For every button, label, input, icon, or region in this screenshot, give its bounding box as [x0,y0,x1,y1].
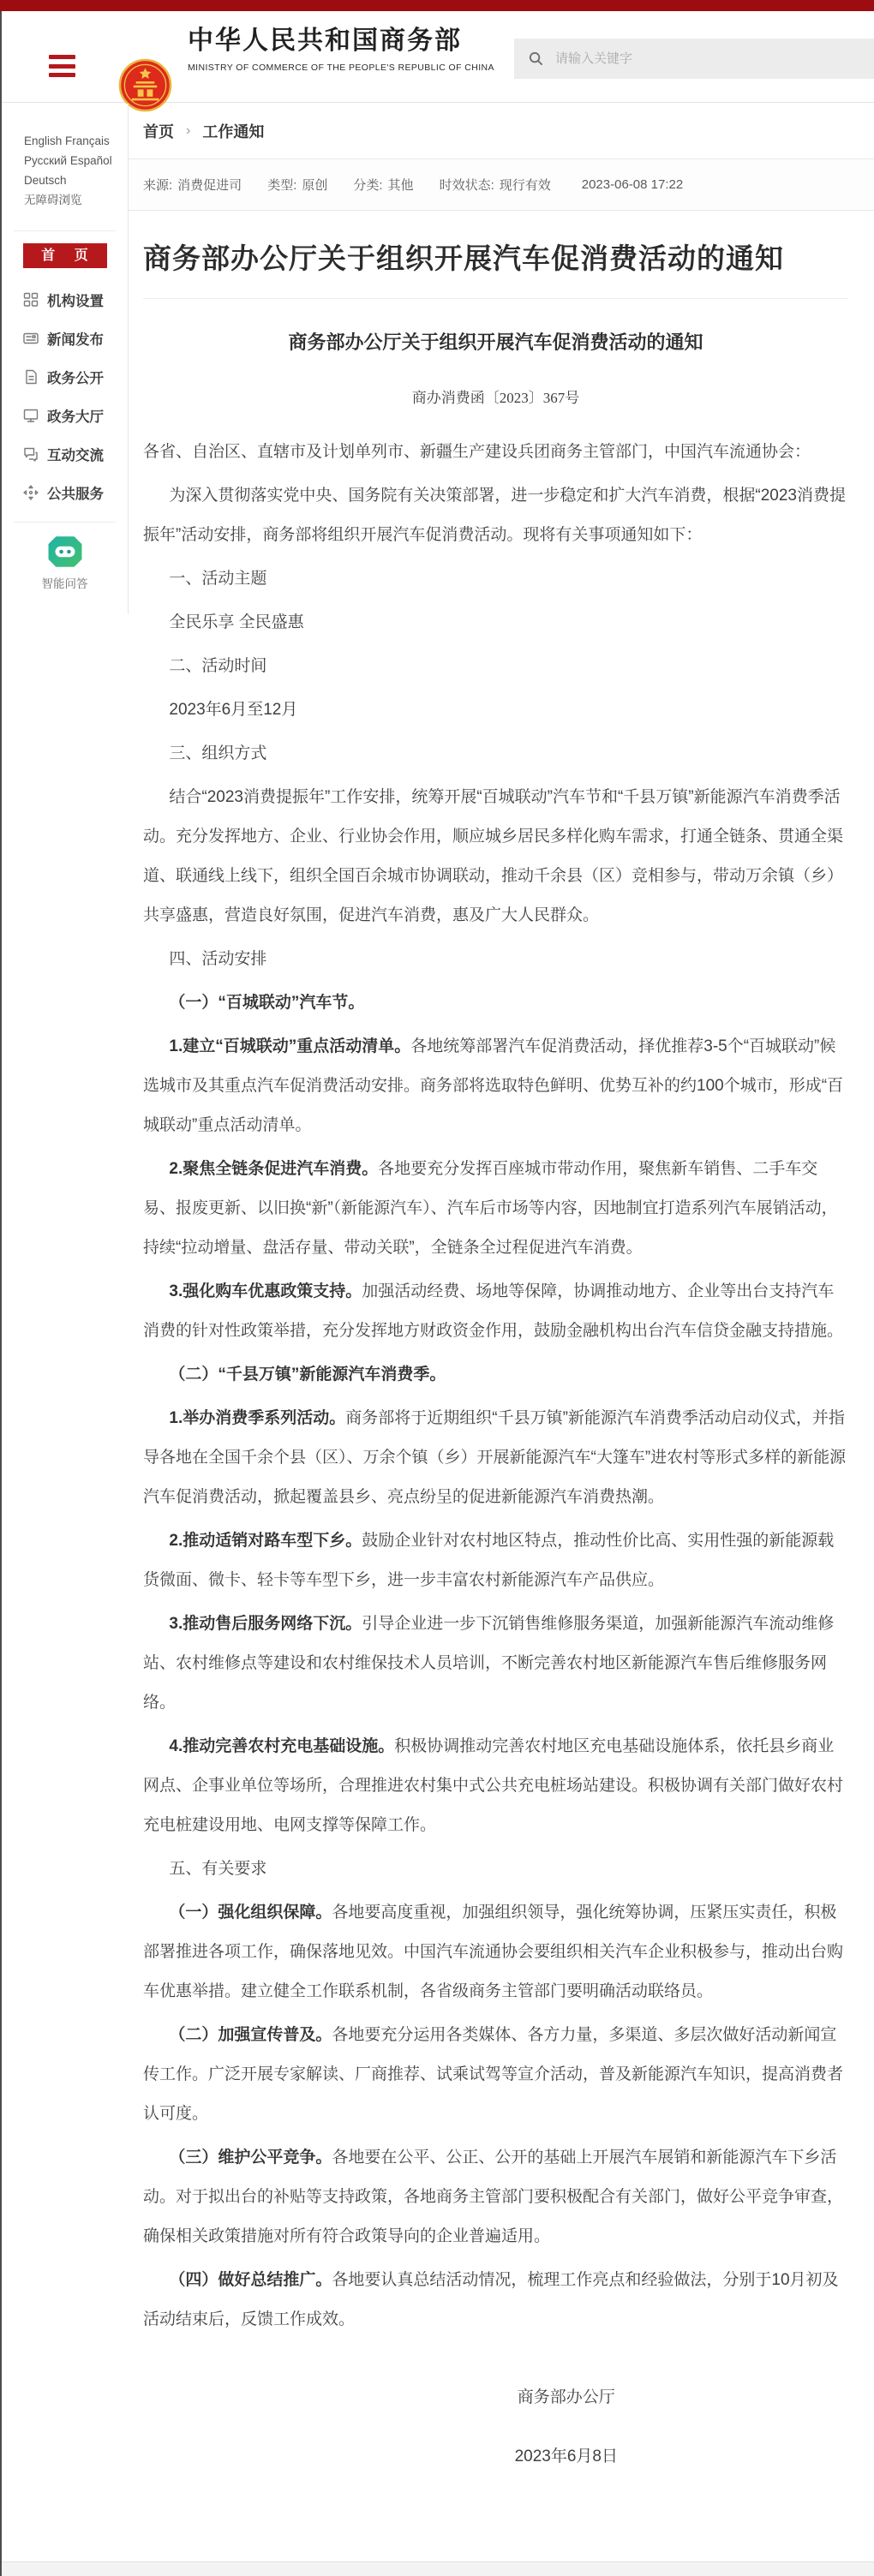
article-item: 2.聚焦全链条促进汽车消费。各地要充分发挥百座城市带动作用，聚焦新车销售、二手车交易、报废更新、以旧换“新”（新能源汽车）、汽车后市场等内容，因地制宜打造系列汽车展销活动，持续“拉动增量、盘活存量、带动关联”，全链条全过程促进汽车消费。 [143,1160,838,1257]
sidebar-item-政务公开[interactable] [22,357,128,396]
article-heading: 一、活动主题 [169,570,267,588]
sidebar-item-新闻发布[interactable] [22,319,128,357]
article-item: 1.建立“百城联动”重点活动清单。各地统筹部署汽车促消费活动，择优推荐3-5个“百城联动”候选城市及其重点汽车促消费活动安排。商务部将选取特色鲜明、优势互补的约100个城市，形成“百城联动”重点活动清单。 [143,1037,844,1134]
meta-field: 来源: 消费促进司 [143,178,242,193]
site-header [0,11,874,103]
top-red-bar [0,0,874,11]
article-item: 4.推动完善农村充电基础设施。积极协调推动完善农村地区充电基础设施体系，依托县乡商业网点、企事业单位等场所，合理推进农村集中式公共充电桩场站建设。积极协调有关部门做好农村充电桩建设用地、电网支撑等保障工作。 [143,1737,844,1834]
document-icon [22,368,39,386]
article-para: 2023年6月至12月 [169,701,298,719]
document-number: 商办消费函〔2023〕367号 [411,390,580,406]
article-item: （一）强化组织保障。各地要高度重视，加强组织领导，强化统筹协调，压紧压实责任，积极部署推进各项工作，确保落地见效。中国汽车流通协会要组织相关汽车企业积极参与，推动出台购车优惠举措。建立健全工作联系机制，各省级商务主管部门要明确活动联络员。 [143,1904,844,2000]
paragraph-lead: 1.举办消费季系列活动。 [169,1409,346,1427]
article-heading: 二、活动时间 [169,657,267,675]
smart-qa-entry[interactable] [2,535,128,591]
meta-field: 时效状态: 现行有效 [439,178,551,193]
paragraph-lead: 3.强化购车优惠政策支持。 [169,1282,362,1300]
sidebar-divider [14,522,116,523]
meta-field: 分类: 其他 [353,178,414,193]
robot-icon [45,535,85,569]
page-footer-strip [0,2561,874,2576]
sidebar-item-互动交流[interactable] [22,434,128,473]
paragraph-lead: 2.推动适销对路车型下乡。 [169,1532,362,1550]
breadcrumb-current-link[interactable]: 工作通知 [202,123,265,140]
search-input[interactable] [555,51,812,66]
language-link[interactable]: 无障碍浏览 [24,194,82,206]
paragraph-lead: （二）加强宣传普及。 [169,2026,332,2044]
article-sub: （一）“百城联动”汽车节。 [169,994,365,1012]
article-item: 3.推动售后服务网络下沉。引导企业进一步下沉销售维修服务渠道，加强新能源汽车流动维修站、农村维修点等建设和农村维保技术人员培训，不断完善农村地区新能源汽车售后维修服务网络。 [143,1615,835,1712]
sidebar-item-政务大厅[interactable] [22,396,128,434]
sidebar-divider [14,230,116,231]
sidebar-item-label: 互动交流 [47,447,104,463]
org-grid-icon [22,291,39,308]
article-heading: 四、活动安排 [169,950,267,968]
article-item: （二）加强宣传普及。各地要充分运用各类媒体、各方力量，多渠道、多层次做好活动新闻宣传工作。广泛开展专家解读、厂商推荐、试乘试驾等宣介活动，普及新能源汽车知识，提高消费者认可度。 [143,2026,844,2123]
paragraph-lead: 2.聚焦全链条促进汽车消费。 [169,1160,379,1178]
paragraph-lead: （三）维护公平竞争。 [169,2149,332,2167]
sidebar-home-button[interactable]: 首 页 [23,243,107,268]
paragraph-lead: 4.推动完善农村充电基础设施。 [169,1737,395,1755]
breadcrumb [129,103,874,159]
article-salutation: 各省、自治区、直辖市及计划单列市、新疆生产建设兵团商务主管部门，中国汽车流通协会： [143,443,811,461]
article-heading: 三、组织方式 [169,744,267,762]
site-title [188,21,494,73]
chat-icon [22,445,39,463]
sidebar-item-公共服务[interactable] [22,473,128,511]
site-title-cn: 中华人民共和国商务部 [188,27,462,55]
paragraph-lead: （四）做好总结推广。 [169,2271,332,2289]
sidebar-item-label: 政务公开 [47,370,104,386]
article [129,211,874,2466]
breadcrumb-separator: › [186,123,191,138]
paragraph-lead: （一）强化组织保障。 [169,1904,332,1922]
article-para: 结合“2023消费提振年”工作安排，统筹开展“百城联动”汽车节和“千县万镇”新能源汽车消费季活动。充分发挥地方、企业、行业协会作用，顺应城乡居民多样化购车需求，打通全链条、贯通全渠道、联通线上线下，组织全国百余城市协调联动，推动千余县（区）竞相参与，带动万余镇（乡）共享盛惠，营造良好氛围，促进汽车消费，惠及广大人民群众。 [143,788,844,924]
publish-timestamp: 2023-06-08 17:22 [581,177,684,192]
signature-date: 2023年6月8日 [514,2447,618,2465]
article-item: 2.推动适销对路车型下乡。鼓励企业针对农村地区特点，推动性价比高、实用性强的新能源载货微面、微卡、轻卡等车型下乡，进一步丰富农村新能源汽车产品供应。 [143,1532,835,1589]
document-body [143,433,848,2340]
sidebar-menu [2,273,128,515]
signature-org: 商务部办公厅 [517,2388,615,2406]
article-para: 全民乐享 全民盛惠 [169,613,304,631]
article-item: 3.强化购车优惠政策支持。加强活动经费、场地等保障，协调推动地方、企业等出台支持汽车消费的针对性政策举措，充分发挥地方财政资金作用，鼓励金融机构出台汽车信贷金融支持措施。 [143,1282,844,1340]
article-item: 1.举办消费季系列活动。商务部将于近期组织“千县万镇”新能源汽车消费季活动启动仪式，并指导各地在全国千余个县（区）、万余个镇（乡）开展新能源汽车“大篷车”进农村等形式多样的新能源汽车促消费活动，掀起覆盖县乡、亮点纷呈的促进新能源汽车消费热潮。 [143,1409,847,1506]
article-meta-bar [129,159,874,211]
language-switcher [2,129,128,224]
title-divider [143,298,848,299]
breadcrumb-home-link[interactable]: 首页 [143,123,174,140]
page-title: 商务部办公厅关于组织开展汽车促消费活动的通知 [143,242,784,274]
site-title-en: MINISTRY OF COMMERCE OF THE PEOPLE'S REPUBLIC OF CHINA [188,63,494,73]
meta-field: 类型: 原创 [267,178,328,193]
sidebar-item-机构设置[interactable] [22,280,128,319]
hamburger-menu-icon[interactable] [49,55,75,77]
smart-qa-label: 智能问答 [41,577,88,590]
monitor-icon [22,407,39,424]
article-item: （四）做好总结推广。各地要认真总结活动情况，梳理工作亮点和经验做法，分别于10月初及活动结束后，反馈工作成效。 [143,2271,839,2328]
window-left-edge [0,11,2,2576]
service-arrows-icon [22,484,39,501]
language-link[interactable]: English Français [24,134,110,147]
article-para: 为深入贯彻落实党中央、国务院有关决策部署，进一步稳定和扩大汽车消费，根据“2023消费提振年”活动安排，商务部将组织开展汽车促消费活动。现将有关事项通知如下： [143,487,846,544]
article-sub: （二）“千县万镇”新能源汽车消费季。 [169,1366,446,1384]
paragraph-lead: 3.推动售后服务网络下沉。 [169,1615,362,1633]
sidebar-item-label: 新闻发布 [47,332,104,348]
document-title: 商务部办公厅关于组织开展汽车促消费活动的通知 [288,332,703,353]
search-icon[interactable] [528,51,544,67]
sidebar [2,104,129,614]
search-bar[interactable] [514,39,874,79]
article-item: （三）维护公平竞争。各地要在公平、公正、公开的基础上开展汽车展销和新能源汽车下乡活动。对于拟出台的补贴等支持政策，各地商务主管部门要积极配合有关部门，做好公平竞争审查，确保相关政策措施对所有符合政策导向的企业普遍适用。 [143,2149,844,2245]
language-link[interactable]: Русский Español [24,154,112,167]
news-icon [22,330,39,347]
signature-block [143,2384,848,2466]
language-link[interactable]: Deutsch [24,174,67,187]
sidebar-item-label: 机构设置 [47,293,104,309]
sidebar-item-label: 公共服务 [47,486,104,502]
article-heading: 五、有关要求 [169,1860,267,1878]
paragraph-lead: 1.建立“百城联动”重点活动清单。 [169,1037,411,1055]
sidebar-item-label: 政务大厅 [47,409,104,425]
